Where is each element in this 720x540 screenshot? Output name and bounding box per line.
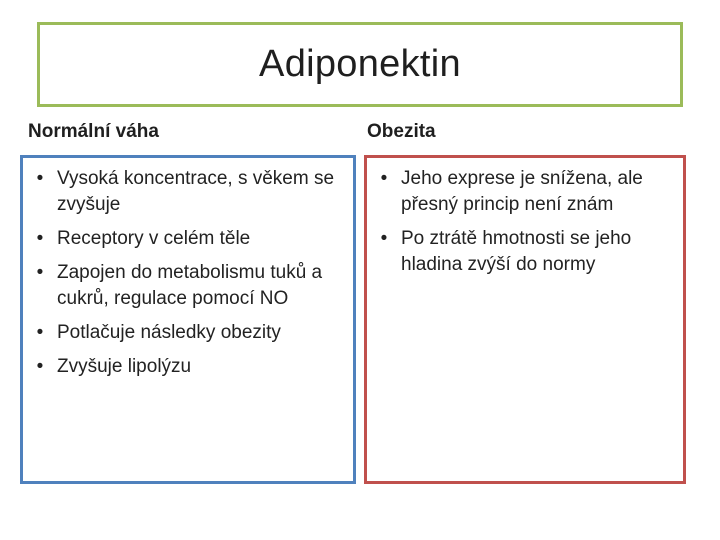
right-column-heading: Obezita [367,121,436,142]
bullet-item [377,226,671,278]
left-column-heading: Normální váha [28,121,159,142]
bullet-dot-icon: • [36,356,44,377]
bullet-text: Po ztrátě hmotnosti se jeho hladina zvýší do normy [401,228,632,275]
bullet-dot-icon: • [36,168,44,189]
bullet-dot-icon: • [36,228,44,249]
left-content-box [20,155,356,484]
right-content-box [364,155,686,484]
bullet-item [33,260,341,312]
bullet-text: Receptory v celém těle [57,228,251,249]
title-box [37,22,683,107]
left-bullet-list [33,166,341,380]
bullet-dot-icon: • [36,262,44,283]
bullet-text: Zapojen do metabolismu tuků a cukrů, regulace pomocí NO [57,262,323,309]
right-bullet-list [377,166,671,278]
bullet-text: Vysoká koncentrace, s věkem se zvyšuje [57,168,335,215]
bullet-text: Potlačuje následky obezity [57,322,281,343]
bullet-item [377,166,671,218]
bullet-text: Jeho exprese je snížena, ale přesný princip není znám [401,168,643,215]
bullet-item [33,354,341,380]
bullet-dot-icon: • [380,228,388,249]
bullet-dot-icon: • [380,168,388,189]
bullet-item [33,226,341,252]
slide-title: Adiponektin [259,43,461,85]
bullet-item [33,320,341,346]
bullet-item [33,166,341,218]
bullet-text: Zvyšuje lipolýzu [57,356,192,377]
bullet-dot-icon: • [36,322,44,343]
